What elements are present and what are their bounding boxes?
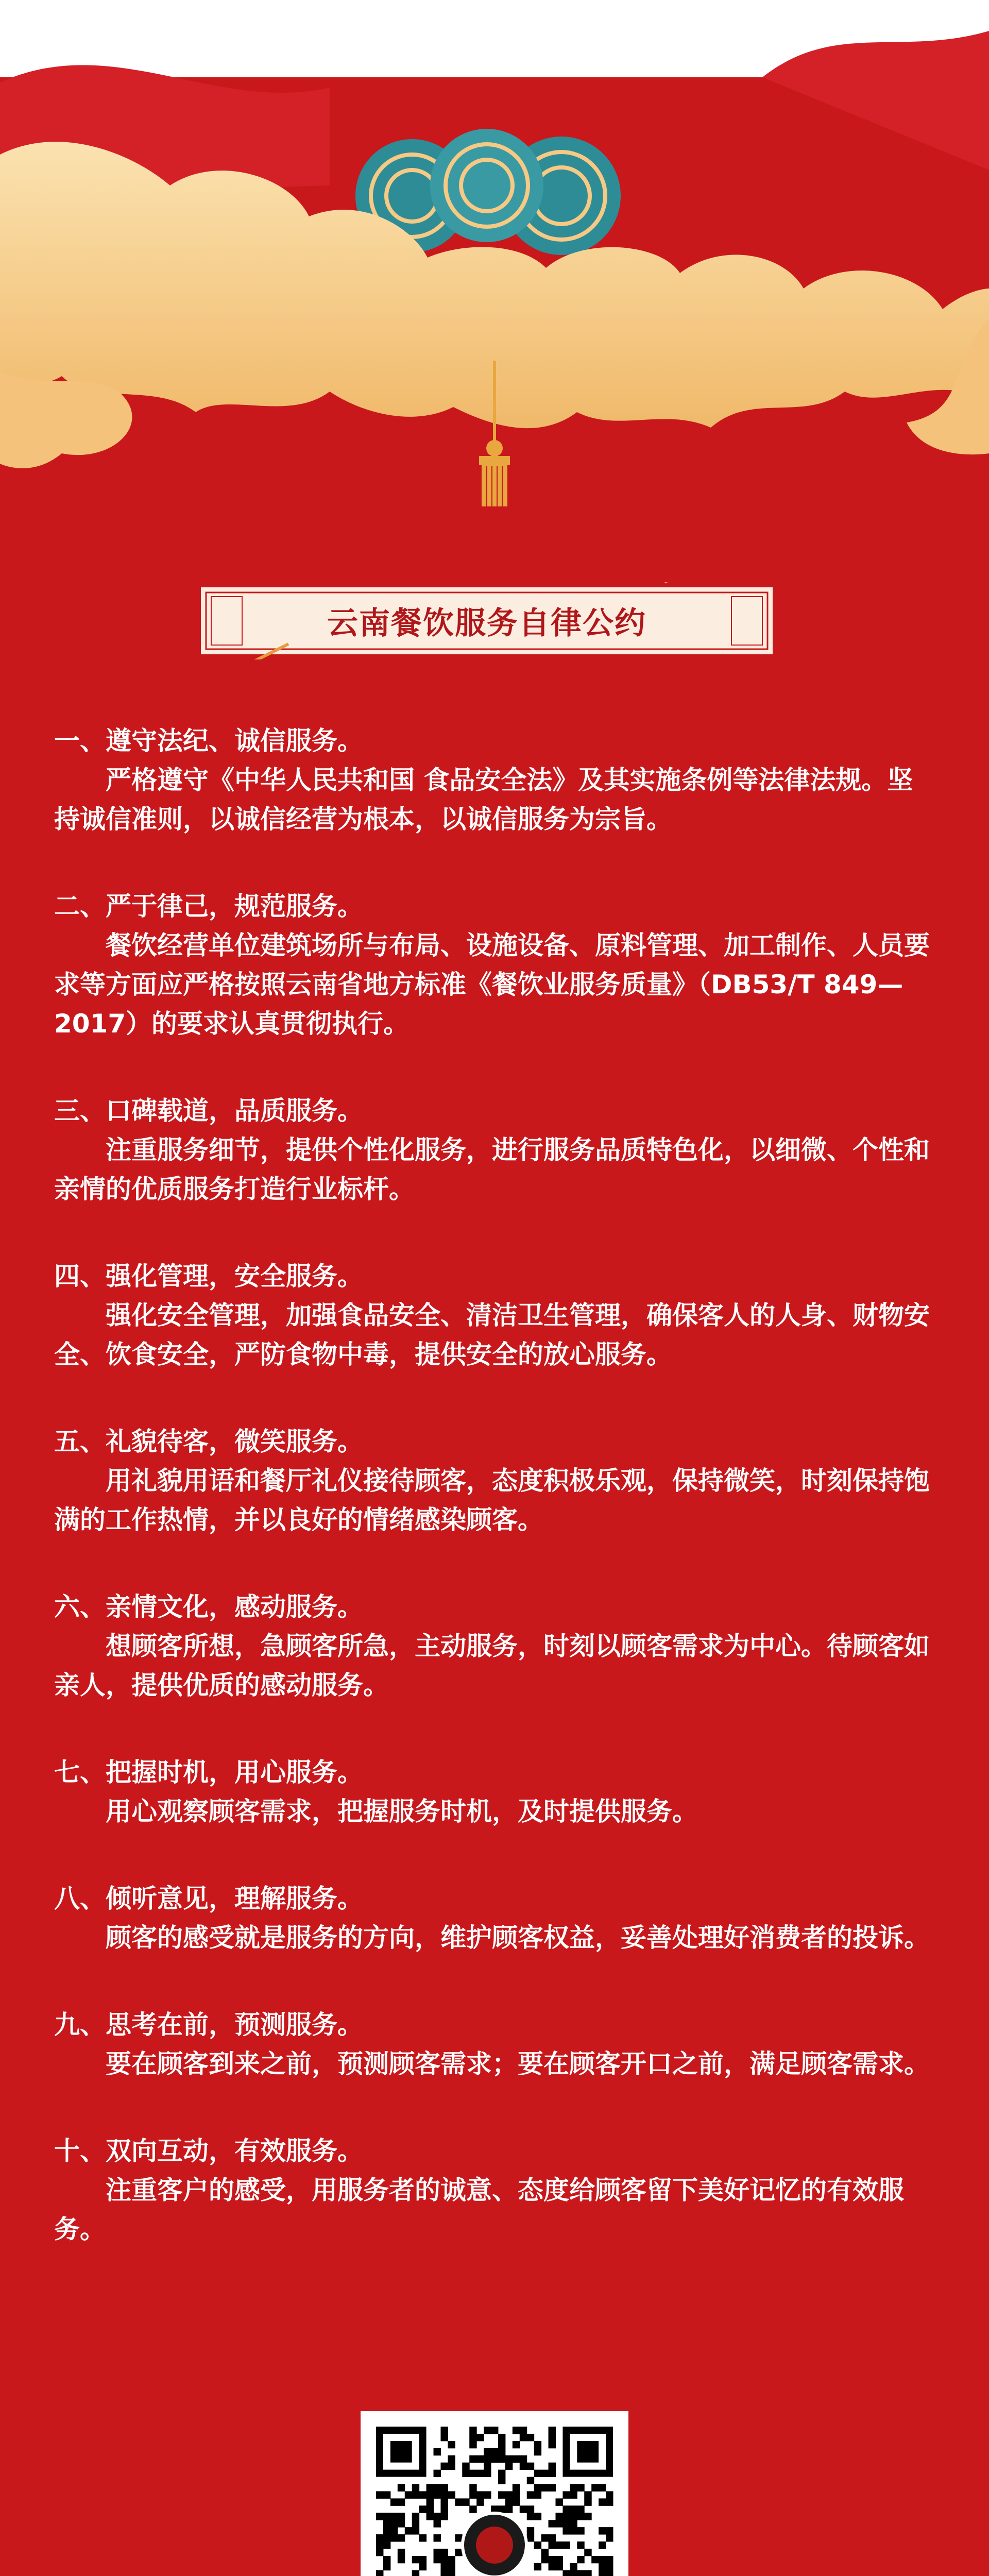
section-heading: 五、礼貌待客，微笑服务。 — [54, 1427, 363, 1456]
qr-code-icon — [361, 2411, 628, 2576]
section-heading: 六、亲情文化，感动服务。 — [54, 1592, 363, 1622]
page-title: 云南餐饮服务自律公约 — [327, 605, 646, 641]
section-body: 注重客户的感受，用服务者的诚意、态度给顾客留下美好记忆的有效服务。 — [54, 2175, 904, 2244]
article-section — [54, 1091, 930, 1209]
article-section — [54, 2131, 930, 2249]
article-body — [54, 721, 930, 2297]
qr-code[interactable] — [361, 2411, 628, 2576]
section-body: 用心观察顾客需求，把握服务时机，及时提供服务。 — [106, 1797, 698, 1826]
section-heading: 二、严于律己，规范服务。 — [54, 891, 363, 921]
section-heading: 九、思考在前，预测服务。 — [54, 2010, 363, 2040]
section-body: 顾客的感受就是服务的方向，维护顾客权益，妥善处理好消费者的投诉。 — [106, 1923, 930, 1953]
title-banner — [201, 582, 773, 659]
section-body: 餐饮经营单位建筑场所与布局、设施设备、原料管理、加工制作、人员要求等方面应严格按照云南省地方标准《餐饮业服务质量》（DB53/T 849—2017）的要求认真贯彻执行。 — [54, 930, 930, 1039]
top-cloud-decoration — [0, 0, 989, 515]
article-section — [54, 2005, 930, 2083]
article-section — [54, 1587, 930, 1705]
section-heading: 四、强化管理，安全服务。 — [54, 1261, 363, 1291]
section-body: 要在顾客到来之前，预测顾客需求；要在顾客开口之前，满足顾客需求。 — [106, 2049, 930, 2079]
section-body: 严格遵守《中华人民共和国 食品安全法》及其实施条例等法律法规。坚持诚信准则，以诚信经营为根本，以诚信服务为宗旨。 — [54, 765, 913, 834]
section-heading: 十、双向互动，有效服务。 — [54, 2136, 363, 2166]
article-section — [54, 721, 930, 839]
section-body: 想顾客所想，急顾客所急，主动服务，时刻以顾客需求为中心。待顾客如亲人，提供优质的感动服务。 — [54, 1631, 930, 1700]
article-section — [54, 1257, 930, 1374]
section-heading: 三、口碑载道，品质服务。 — [54, 1096, 363, 1126]
section-body: 注重服务细节，提供个性化服务，进行服务品质特色化，以细微、个性和亲情的优质服务打造行业标杆。 — [54, 1135, 930, 1204]
section-heading: 一、遵守法纪、诚信服务。 — [54, 726, 363, 756]
article-section — [54, 1879, 930, 1957]
section-body: 强化安全管理，加强食品安全、清洁卫生管理，确保客人的人身、财物安全、饮食安全，严防食物中毒，提供安全的放心服务。 — [54, 1300, 930, 1369]
section-body: 用礼貌用语和餐厅礼仪接待顾客，态度积极乐观，保持微笑，时刻保持饱满的工作热情，并以良好的情绪感染顾客。 — [54, 1466, 930, 1535]
article-section — [54, 1753, 930, 1831]
article-section — [54, 1422, 930, 1539]
article-section — [54, 887, 930, 1043]
section-heading: 八、倾听意见，理解服务。 — [54, 1884, 363, 1913]
section-heading: 七、把握时机，用心服务。 — [54, 1757, 363, 1787]
